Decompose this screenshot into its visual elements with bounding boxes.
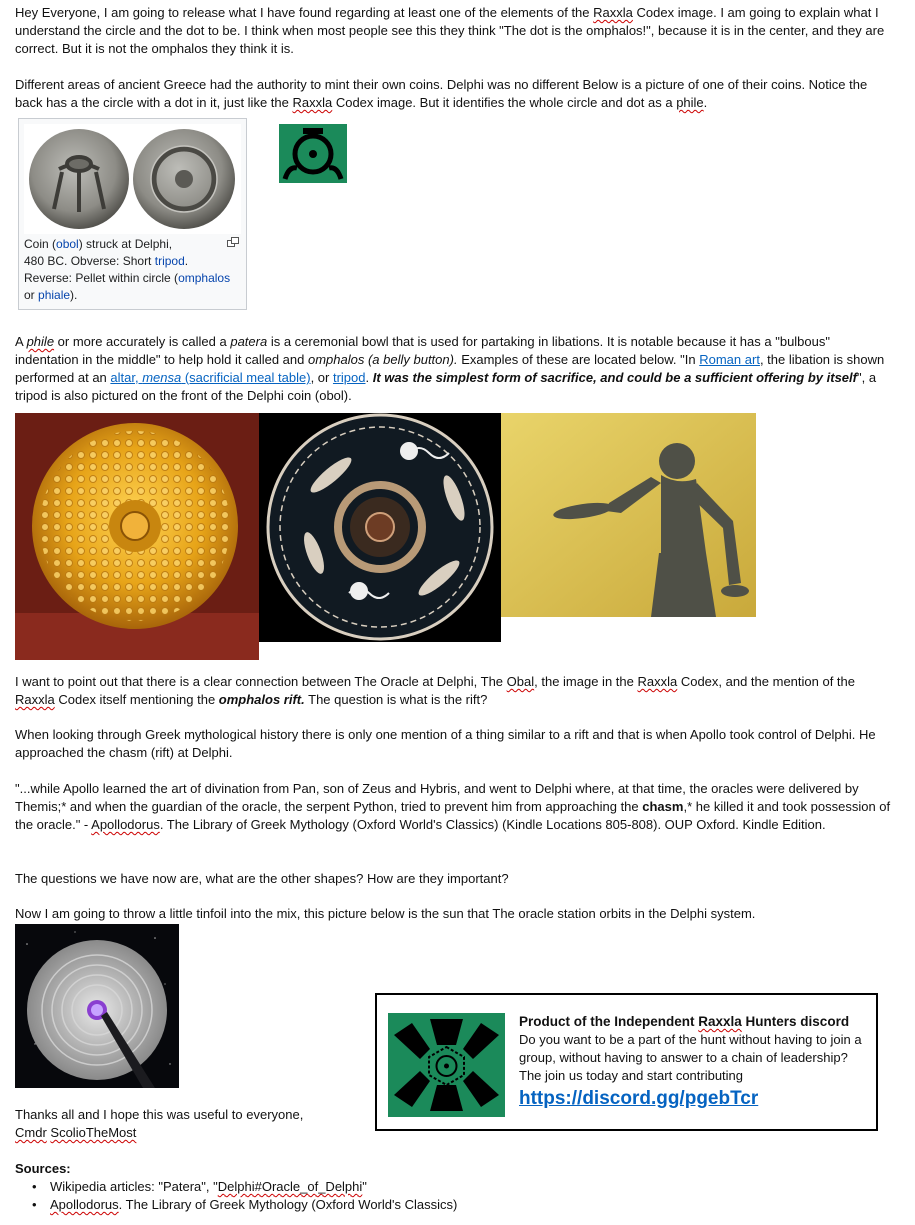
- coin-caption: Coin (obol) struck at Delphi, 480 BC. Obverse: Short tripod. Reverse: Pellet within circle (omphalos or phiale).: [24, 237, 231, 302]
- bronze-statue-photo: [501, 413, 756, 617]
- source-item: • Apollodorus. The Library of Greek Mythology (Oxford World's Classics): [30, 1196, 890, 1214]
- promo-title: Product of the Independent Raxxla Hunters discord: [519, 1014, 850, 1029]
- questions-paragraph: The questions we have now are, what are the other shapes? How are they important?: [15, 871, 509, 886]
- sacrificial-link[interactable]: (sacrificial meal table): [181, 370, 311, 385]
- coin-photo: [24, 124, 241, 234]
- myth-paragraph: When looking through Greek mythological history there is only one mention of a thing similar to a rift and that is when Apollo took control of Delphi. He approached the chasm (rift) at Delphi.: [15, 727, 876, 760]
- quote-paragraph: "...while Apollo learned the art of divination from Pan, son of Zeus and Hybris, and went to Delphi where, at that time, the oracles were delivered by Themis;* and when the guardian of the oracle, the serpent Python, tried to prevent him from approaching the chasm,* he killed it and took possession of the oracle." - Apollodorus. The Library of Greek Mythology (Oxford World's Classics) (Kindle Locations 805-808). OUP Oxford. Kindle Edition.: [15, 781, 891, 832]
- rift-paragraph: I want to point out that there is a clear connection between The Oracle at Delphi, The Obal, the image in the Raxxla Codex, and the mention of the Raxxla Codex itself mentioning the omphalos rift. The question is what is the rift?: [15, 674, 856, 707]
- tinfoil-paragraph: Now I am going to throw a little tinfoil into the mix, this picture below is the sun that The oracle station orbits in the Delphi system.: [15, 906, 756, 921]
- altar-link[interactable]: altar: [110, 370, 135, 385]
- patera-paragraph: A phile or more accurately is called a patera is a ceremonial bowl that is used for partaking in libations. It is notable because it has a "bulbous" indentation in the middle" to help hold it called and omphalos (a belly button). Examples of these are located below. "In Roman art, the libation is shown performed at an altar, mensa (sacrificial meal table), or tripod. It was the simplest form of sacrifice, and could be a sufficient offering by itself", a tripod is also pictured on the front of the Delphi coin (obol).: [15, 334, 885, 403]
- raxxla-word: Raxxla: [593, 5, 633, 20]
- signature: Cmdr ScolioTheMost: [15, 1125, 137, 1140]
- omphalos-link[interactable]: omphalos: [178, 271, 231, 285]
- enlarge-icon[interactable]: [227, 237, 239, 247]
- raxxla-hunters-logo: [388, 1013, 505, 1117]
- delphi-coin-image: [24, 124, 241, 234]
- promo-text: [519, 1013, 869, 1113]
- obol-link[interactable]: obol: [56, 237, 79, 251]
- intro-paragraph: Hey Everyone, I am going to release what I have found regarding at least one of the elements of the Raxxla Codex image. I am going to explain what I understand the circle and the dot to be. I think when most people see this they think "The dot is the omphalos!", because it is in the center, and they are correct. But it is not the omphalos they think it is.: [15, 5, 885, 56]
- sources-heading: Sources:: [15, 1161, 71, 1176]
- phiale-link[interactable]: phiale: [38, 288, 71, 302]
- painted-patera-photo: [259, 413, 501, 642]
- gold-patera-photo: [15, 413, 259, 660]
- tripod-text-link[interactable]: tripod: [332, 370, 366, 385]
- source-item: • Wikipedia articles: "Patera", "Delphi#Oracle_of_Delphi": [30, 1178, 890, 1196]
- coins-paragraph: Different areas of ancient Greece had the authority to mint their own coins. Delphi was no different Below is a picture of one of their coins. Notice the back has a the circle with a dot in it, just like the Raxxla Codex image. But it identifies the whole circle and dot as a phile.: [15, 77, 868, 110]
- promo-body: Do you want to be a part of the hunt without having to join a group, without having to answer to a chain of leadership? The join us today and start contributing: [519, 1032, 862, 1083]
- tripod-link[interactable]: tripod: [154, 254, 185, 268]
- roman-art-link[interactable]: Roman art: [699, 352, 760, 367]
- mensa-link[interactable]: mensa: [142, 370, 182, 385]
- coin-thumbnail: [18, 118, 247, 310]
- delphi-sun-image: [15, 924, 179, 1088]
- raxxla-codex-emblem: [279, 124, 347, 183]
- pellet-dot-icon: [175, 170, 193, 188]
- thanks-line: Thanks all and I hope this was useful to everyone,: [15, 1107, 304, 1122]
- sources-list: [30, 1178, 890, 1214]
- discord-link[interactable]: https://discord.gg/pgebTcr: [519, 1088, 759, 1109]
